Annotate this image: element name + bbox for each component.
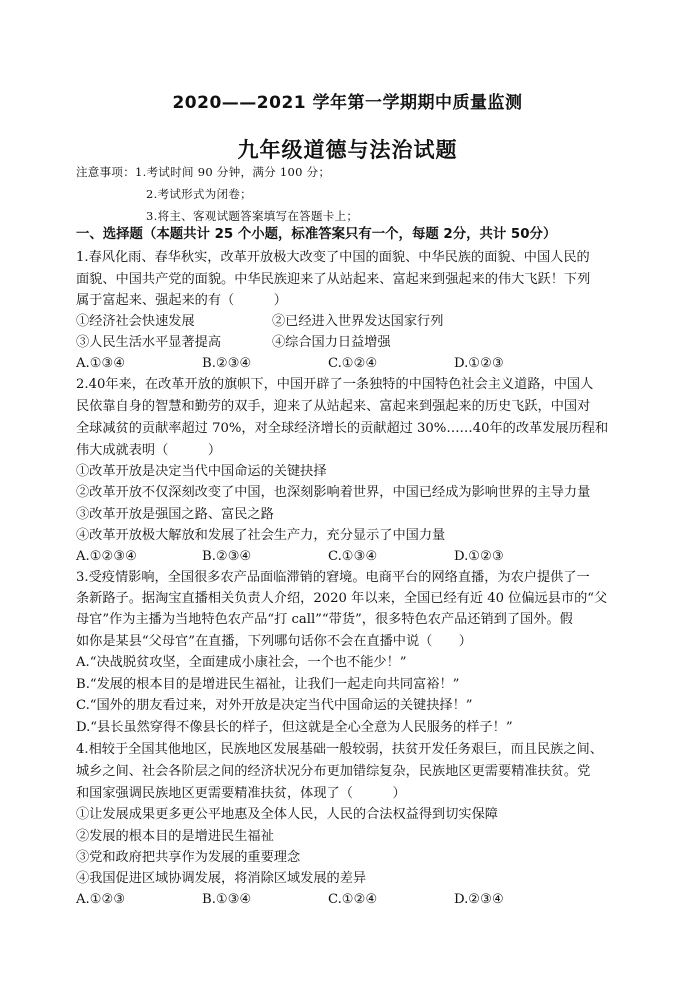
q4-option-c: C.①②④ [328,892,378,907]
q4-item-2: ②发展的根本目的是增进民生福祉 [76,829,274,844]
notice-line-2: 2.考试形式为闭卷； [146,187,252,201]
exam-period-title: 2020——2021 学年第一学期期中质量监测 [172,93,523,113]
q3-stem-line-2: 条新路子。据淘宝直播相关负责人介绍，2020 年以来，全国已经有近 40 位偏远县市的“父 [76,591,608,606]
q1-item-1: ①经济社会快速发展 [76,314,195,329]
q4-options [76,892,636,910]
q1-stem-line-3: 属于富起来、强起来的有（ ） [76,293,287,308]
q3-option-c: C.“国外的朋友看过来，对外开放是决定当代中国命运的关键抉择！” [76,698,473,713]
notice-line-1: 注意事项：1.考试时间 90 分钟，满分 100 分； [76,165,331,179]
exam-subject-title: 九年级道德与法治试题 [237,138,458,162]
q1-option-b: B.②③④ [202,356,252,371]
q3-stem-line-3: 母官”作为主播为当地特色农产品“打 call”“带货”，很多特色农产品还销到了国外。假 [76,612,573,627]
q3-stem-line-1: 3.受疫情影响，全国很多农产品面临滞销的窘境。电商平台的网络直播，为农户提供了一 [76,570,590,585]
q4-option-a: A.①②③ [76,892,126,907]
q2-options [76,549,636,567]
q2-stem-line-1: 2.40年来，在改革开放的旗帜下，中国开辟了一条独特的中国特色社会主义道路，中国人 [76,377,594,392]
q1-option-d: D.①②③ [454,356,504,371]
q4-option-d: D.②③④ [454,892,504,907]
q4-item-4: ④我国促进区域协调发展，将消除区域发展的差异 [76,871,367,886]
q2-option-d: D.①②③ [454,549,504,564]
q1-stem-line-2: 面貌、中国共产党的面貌。中华民族迎来了从站起来、富起来到强起来的伟大飞跃！下列 [76,272,591,287]
q4-stem-line-3: 和国家强调民族地区更需要精准扶贫，体现了（ ） [76,786,406,801]
q4-option-b: B.①③④ [202,892,252,907]
q2-item-4: ④改革开放极大解放和发展了社会生产力，充分显示了中国力量 [76,528,446,543]
q1-item-3: ③人民生活水平显著提高 [76,335,222,350]
section-heading: 一、选择题（本题共计 25 个小题，标准答案只有一个，每题 2分，共计 50分） [76,227,557,242]
notice-line-3: 3.将主、客观试题答案填写在答题卡上； [146,209,359,223]
q1-item-2: ②已经进入世界发达国家行列 [272,314,444,329]
q3-stem-line-4: 如你是某县“父母官”在直播，下列哪句话你不会在直播中说（ ） [76,634,472,649]
q2-stem-line-4: 伟大成就表明（ ） [76,443,222,458]
q4-stem-line-1: 4.相较于全国其他地区，民族地区发展基础一般较弱，扶贫开发任务艰巨，而且民族之间、 [76,742,603,757]
q4-stem-line-2: 城乡之间、社会各阶层之间的经济状况分布更加错综复杂，民族地区更需要精准扶贫。党 [76,764,591,779]
q4-item-3: ③党和政府把共享作为发展的重要理念 [76,850,301,865]
q3-option-a: A.“决战脱贫攻坚，全面建成小康社会，一个也不能少！” [76,655,407,670]
q2-option-b: B.②③④ [202,549,252,564]
q1-options [76,356,636,374]
q2-item-1: ①改革开放是决定当代中国命运的关键抉择 [76,464,327,479]
q3-option-d: D.“县长虽然穿得不像县长的样子，但这就是全心全意为人民服务的样子！” [76,720,513,735]
q2-stem-line-2: 民依靠自身的智慧和勤劳的双手，迎来了从站起来、富起来到强起来的历史飞跃，中国对 [76,399,591,414]
q1-item-4: ④综合国力日益增强 [272,335,391,350]
q1-stem-line-1: 1.春风化雨、春华秋实，改革开放极大改变了中国的面貌、中华民族的面貌、中国人民的 [76,250,590,265]
q1-option-c: C.①②④ [328,356,378,371]
q1-option-a: A.①③④ [76,356,126,371]
q4-item-1: ①让发展成果更多更公平地惠及全体人民，人民的合法权益得到切实保障 [76,807,498,822]
q3-option-b: B.“发展的根本目的是增进民生福祉，让我们一起走向共同富裕！” [76,677,460,692]
q2-stem-line-3: 全球减贫的贡献率超过 70%，对全球经济增长的贡献超过 30%……40年的改革发展历程和 [76,421,609,436]
q2-option-c: C.①③④ [328,549,378,564]
q2-option-a: A.①②③④ [76,549,138,564]
q2-item-2: ②改革开放不仅深刻改变了中国，也深刻影响着世界，中国已经成为影响世界的主导力量 [76,485,591,500]
q2-item-3: ③改革开放是强国之路、富民之路 [76,507,274,522]
